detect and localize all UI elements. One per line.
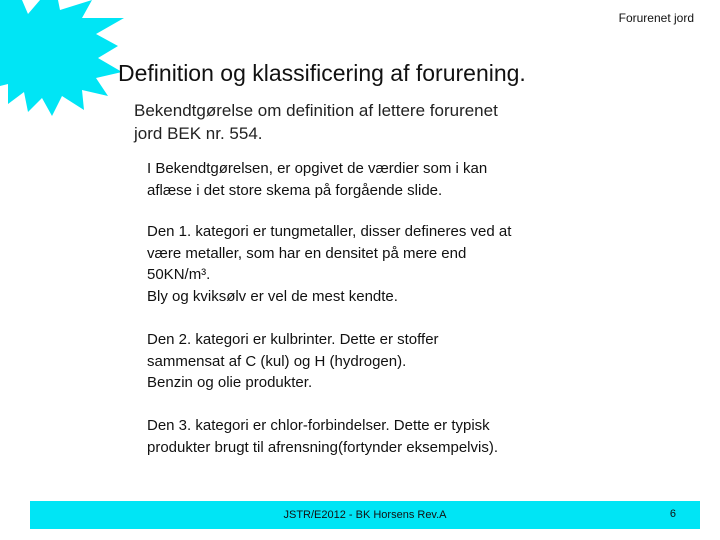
paragraph-category-3: [147, 415, 567, 458]
slide-subtitle: [134, 99, 574, 145]
paragraph-line: produkter brugt til afrensning(fortynder eksempelvis).: [147, 438, 498, 456]
footer-bar: [30, 501, 700, 529]
header-label: Forurenet jord: [618, 11, 694, 25]
paragraph-line: I Bekendtgørelsen, er opgivet de værdier som i kan: [147, 160, 488, 177]
paragraph-line: 50KN/m³.: [147, 266, 211, 283]
paragraph-line: Benzin og olie produkter.: [147, 374, 313, 391]
slide-title: Definition og klassificering af forurening.: [118, 60, 526, 86]
paragraph-line: aflæse i det store skema på forgående slide.: [147, 181, 443, 199]
footer-text: JSTR/E2012 - BK Horsens Rev.A: [283, 509, 447, 521]
page-number: 6: [669, 508, 676, 520]
subtitle-line: Bekendtgørelse om definition af lettere forurenet: [134, 101, 498, 120]
paragraph-line: sammensat af C (kul) og H (hydrogen).: [147, 352, 407, 370]
paragraph-category-2: [147, 329, 567, 394]
paragraph-line: Bly og kviksølv er vel de mest kendte.: [147, 287, 398, 305]
paragraph-line: være metaller, som har en densitet på mere end: [147, 244, 467, 262]
paragraph-line: Den 1. kategori er tungmetaller, disser defineres ved at: [147, 223, 512, 240]
paragraph-category-1: [147, 221, 567, 307]
paragraph-line: Den 3. kategori er chlor-forbindelser. Dette er typisk: [147, 417, 490, 434]
paragraph-line: Den 2. kategori er kulbrinter. Dette er stoffer: [147, 331, 439, 348]
paragraph-intro: [147, 158, 567, 201]
subtitle-line: jord BEK nr. 554.: [134, 124, 263, 143]
